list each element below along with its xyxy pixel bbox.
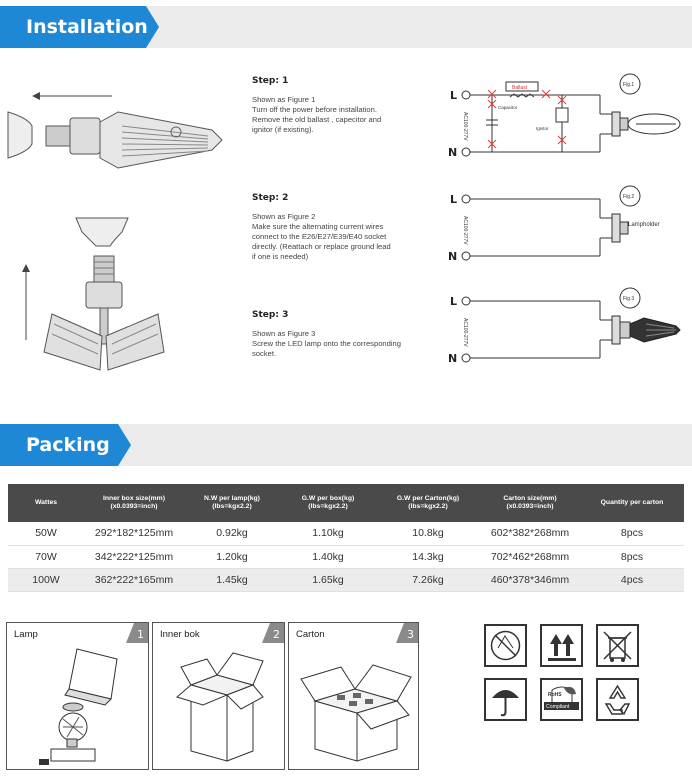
packing-box-inner-box xyxy=(152,622,285,770)
this-way-up-icon xyxy=(540,624,583,667)
col-header: Wattes xyxy=(8,484,84,522)
table-cell: 50W xyxy=(8,522,84,545)
fig1-N-label: N xyxy=(448,146,458,159)
fig3-number: Fig.3 xyxy=(623,296,635,302)
table-cell: 8pcs xyxy=(580,522,684,545)
table-cell: 702*462*268mm xyxy=(480,545,580,568)
table-cell: 1.20kg xyxy=(184,545,280,568)
box-number: 3 xyxy=(407,628,414,641)
step-1-text: Shown as Figure 1 Turn off the power before installation. Remove the old ballast , capecitor and ignitor (if existing). xyxy=(252,95,382,134)
table-cell: 8pcs xyxy=(580,545,684,568)
table-row xyxy=(8,522,684,545)
table-cell: 0.92kg xyxy=(184,522,280,545)
figure-3-circuit xyxy=(440,284,684,374)
box-number: 1 xyxy=(137,628,144,641)
fig2-number: Fig.2 xyxy=(623,194,635,200)
table-cell: 460*378*346mm xyxy=(480,568,580,591)
table-row xyxy=(8,545,684,568)
packing-box-lamp xyxy=(6,622,149,770)
table-cell: 1.65kg xyxy=(280,568,376,591)
table-cell: 1.45kg xyxy=(184,568,280,591)
keep-dry-umbrella-icon xyxy=(484,678,527,721)
fig3-L-label: L xyxy=(450,295,458,308)
col-header: Carton size(mm) (x0.0393=inch) xyxy=(480,484,580,522)
lamp-product-drawing xyxy=(27,639,137,769)
step-1 xyxy=(252,76,412,135)
fig1-voltage-label: AC100-277V xyxy=(462,112,468,141)
table-cell: 100W xyxy=(8,568,84,591)
fig2-voltage-label: AC100-277V xyxy=(462,216,468,245)
installation-title: Installation xyxy=(26,16,148,38)
step-2 xyxy=(252,193,412,262)
recycle-icon xyxy=(596,678,639,721)
step-3-title: Step: 3 xyxy=(252,310,289,320)
col-header: G.W per box(kg) (lbs=kgx2.2) xyxy=(280,484,376,522)
step-3-text: Shown as Figure 3 Screw the LED lamp onto the corresponding socket. xyxy=(252,329,402,358)
carton-drawing xyxy=(297,649,415,767)
col-header: Quantity per carton xyxy=(580,484,684,522)
step-2-text: Shown as Figure 2 Make sure the alternating current wires connect to the E26/E27/E39/E40 socket directly. (Reattach or replace ground lead if one is needed) xyxy=(252,212,391,261)
rohs-text: RoHS xyxy=(548,692,562,698)
packing-table xyxy=(8,484,684,592)
box-label: Lamp xyxy=(14,629,38,640)
box-number-badge xyxy=(262,623,284,643)
box-number-badge xyxy=(396,623,418,643)
rohs-compliant-text: Compliant xyxy=(546,704,570,710)
table-cell: 70W xyxy=(8,545,84,568)
fig3-N-label: N xyxy=(448,352,458,365)
installation-banner xyxy=(0,6,692,48)
col-header: N.W per lamp(kg) (lbs=kgx2.2) xyxy=(184,484,280,522)
col-header: Inner box size(mm) (x0.0393=inch) xyxy=(84,484,184,522)
box-label: Inner bok xyxy=(160,629,200,640)
table-cell: 14.3kg xyxy=(376,545,480,568)
fig1-ignitor-label: Ignitor xyxy=(536,126,549,131)
packing-box-carton xyxy=(288,622,419,770)
packing-title: Packing xyxy=(26,434,110,456)
fig2-lampholder-label: Lampholder xyxy=(628,222,660,228)
rohs-compliant-icon xyxy=(540,678,583,721)
step-2-title: Step: 2 xyxy=(252,193,289,203)
fig1-L-label: L xyxy=(450,89,458,102)
table-cell: 292*182*125mm xyxy=(84,522,184,545)
box-label: Carton xyxy=(296,629,325,640)
box-number: 2 xyxy=(273,628,280,641)
fig1-capacitor-label: Capacitor xyxy=(498,105,518,110)
table-cell: 362*222*165mm xyxy=(84,568,184,591)
step-3 xyxy=(252,310,412,359)
inner-box-drawing xyxy=(171,649,271,769)
table-cell: 4pcs xyxy=(580,568,684,591)
fig1-ballast-label: Ballast xyxy=(512,85,528,91)
figure-1-circuit xyxy=(440,72,684,168)
table-cell: 342*222*125mm xyxy=(84,545,184,568)
table-cell: 7.26kg xyxy=(376,568,480,591)
fig3-voltage-label: AC100-277V xyxy=(462,318,468,347)
fig1-number: Fig.1 xyxy=(623,82,635,88)
packing-banner xyxy=(0,424,692,466)
table-cell: 1.10kg xyxy=(280,522,376,545)
no-trash-bin-icon xyxy=(596,624,639,667)
table-cell: 602*382*268mm xyxy=(480,522,580,545)
fragile-handle-icon xyxy=(484,624,527,667)
table-header-row xyxy=(8,484,684,522)
lamp-removal-illustration xyxy=(0,82,232,182)
fig2-N-label: N xyxy=(448,250,458,263)
table-row xyxy=(8,568,684,591)
col-header: G.W per Carton(kg) (lbs=kgx2.2) xyxy=(376,484,480,522)
fig2-L-label: L xyxy=(450,193,458,206)
lamp-installation-illustration xyxy=(18,214,168,382)
step-1-title: Step: 1 xyxy=(252,76,289,86)
table-cell: 1.40kg xyxy=(280,545,376,568)
table-cell: 10.8kg xyxy=(376,522,480,545)
figure-2-circuit xyxy=(440,182,684,272)
